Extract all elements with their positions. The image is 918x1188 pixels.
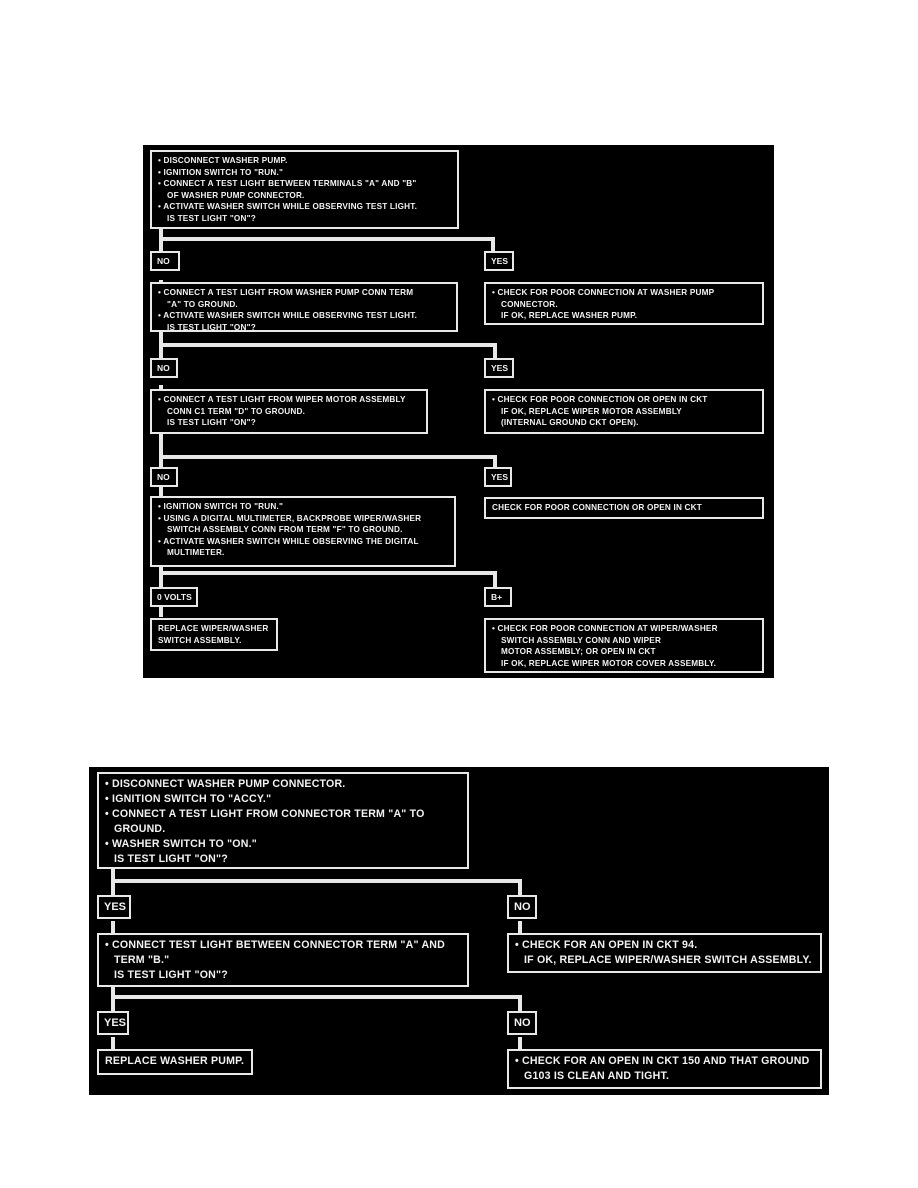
result-bplus-box bbox=[484, 618, 764, 673]
flowchart-1 bbox=[143, 145, 774, 678]
result-line: MOTOR ASSEMBLY; OR OPEN IN CKT bbox=[501, 647, 656, 657]
step-4-line: SWITCH ASSEMBLY CONN FROM TERM "F" TO GROUND. bbox=[167, 525, 403, 535]
step-2-line: • CONNECT A TEST LIGHT FROM WASHER PUMP CONN TERM bbox=[158, 288, 414, 297]
step-4-line: MULTIMETER. bbox=[167, 548, 225, 558]
step-1-line: • IGNITION SWITCH TO "ACCY." bbox=[105, 793, 272, 805]
step-2-box bbox=[150, 282, 458, 332]
step-1-line: • IGNITION SWITCH TO "RUN." bbox=[158, 167, 284, 177]
step-1-line: IS TEST LIGHT "ON"? bbox=[167, 213, 256, 223]
result-line: • CHECK FOR POOR CONNECTION OR OPEN IN CKT bbox=[492, 395, 708, 404]
result-line: IF OK, REPLACE WIPER MOTOR ASSEMBLY bbox=[501, 406, 682, 416]
no-label: NO bbox=[150, 467, 178, 487]
step-1-line: • WASHER SWITCH TO "ON." bbox=[105, 838, 257, 850]
step-2-line: TERM "B." bbox=[114, 954, 170, 966]
yes-label: YES bbox=[484, 251, 514, 271]
step-4-line: • ACTIVATE WASHER SWITCH WHILE OBSERVING THE DIGITAL bbox=[158, 536, 419, 546]
no-label: NO bbox=[507, 1011, 537, 1035]
result-yes-1-box bbox=[484, 282, 764, 325]
result-yes-2-box bbox=[97, 1049, 253, 1075]
step-1-line: OF WASHER PUMP CONNECTOR. bbox=[167, 190, 305, 200]
step-2-line: IS TEST LIGHT "ON"? bbox=[167, 322, 256, 332]
step-4-line: • USING A DIGITAL MULTIMETER, BACKPROBE WIPER/WASHER bbox=[158, 513, 422, 523]
step-3-line: • CONNECT A TEST LIGHT FROM WIPER MOTOR ASSEMBLY bbox=[158, 395, 406, 404]
step-4-line: • IGNITION SWITCH TO "RUN." bbox=[158, 502, 284, 511]
step-1-line: GROUND. bbox=[114, 823, 166, 835]
b-plus-label: B+ bbox=[484, 587, 512, 607]
step-1-line: IS TEST LIGHT "ON"? bbox=[114, 853, 228, 865]
result-yes-2-box bbox=[484, 389, 764, 434]
no-label: NO bbox=[150, 358, 178, 378]
result-line: • CHECK FOR AN OPEN IN CKT 150 AND THAT GROUND bbox=[515, 1055, 810, 1067]
step-1-line: • DISCONNECT WASHER PUMP CONNECTOR. bbox=[105, 778, 346, 790]
result-0volts-box bbox=[150, 618, 278, 651]
step-2-line: "A" TO GROUND. bbox=[167, 299, 238, 309]
step-1-line: • ACTIVATE WASHER SWITCH WHILE OBSERVING TEST LIGHT. bbox=[158, 202, 418, 212]
result-line: • CHECK FOR POOR CONNECTION AT WIPER/WASHER bbox=[492, 624, 718, 633]
step-2-line: • CONNECT TEST LIGHT BETWEEN CONNECTOR TERM "A" AND bbox=[105, 939, 445, 951]
result-line: IF OK, REPLACE WASHER PUMP. bbox=[501, 311, 638, 321]
zero-volts-label: 0 VOLTS bbox=[150, 587, 198, 607]
result-line: (INTERNAL GROUND CKT OPEN). bbox=[501, 418, 639, 428]
step-2-box bbox=[97, 933, 469, 987]
result-line: SWITCH ASSEMBLY CONN AND WIPER bbox=[501, 635, 662, 645]
result-line: REPLACE WIPER/WASHER bbox=[158, 624, 269, 633]
step-2-line: IS TEST LIGHT "ON"? bbox=[114, 969, 228, 981]
no-label: NO bbox=[150, 251, 180, 271]
step-3-line: IS TEST LIGHT "ON"? bbox=[167, 418, 256, 428]
result-no-2-box bbox=[507, 1049, 822, 1089]
result-line: REPLACE WASHER PUMP. bbox=[105, 1055, 245, 1067]
result-line: G103 IS CLEAN AND TIGHT. bbox=[524, 1070, 670, 1082]
result-line: IF OK, REPLACE WIPER/WASHER SWITCH ASSEMBLY. bbox=[524, 954, 812, 966]
step-1-line: • CONNECT A TEST LIGHT FROM CONNECTOR TERM "A" TO bbox=[105, 808, 425, 820]
flowchart-2 bbox=[89, 767, 829, 1095]
yes-label: YES bbox=[484, 467, 512, 487]
step-4-box bbox=[150, 496, 456, 567]
step-1-line: • CONNECT A TEST LIGHT BETWEEN TERMINALS "A" AND "B" bbox=[158, 179, 417, 189]
step-2-line: • ACTIVATE WASHER SWITCH WHILE OBSERVING TEST LIGHT. bbox=[158, 311, 418, 321]
result-no-1-box bbox=[507, 933, 822, 973]
result-yes-3-box bbox=[484, 497, 764, 519]
result-line: SWITCH ASSEMBLY. bbox=[158, 635, 242, 645]
step-3-line: CONN C1 TERM "D" TO GROUND. bbox=[167, 406, 306, 416]
result-line: CHECK FOR POOR CONNECTION OR OPEN IN CKT bbox=[492, 503, 702, 512]
step-1-line: • DISCONNECT WASHER PUMP. bbox=[158, 156, 288, 165]
no-label: NO bbox=[507, 895, 537, 919]
step-3-box bbox=[150, 389, 428, 434]
result-line: CONNECTOR. bbox=[501, 299, 558, 309]
result-line: • CHECK FOR AN OPEN IN CKT 94. bbox=[515, 939, 698, 951]
yes-label: YES bbox=[97, 895, 131, 919]
result-line: • CHECK FOR POOR CONNECTION AT WASHER PUMP bbox=[492, 288, 715, 297]
step-1-box bbox=[97, 772, 469, 869]
result-line: IF OK, REPLACE WIPER MOTOR COVER ASSEMBLY. bbox=[501, 658, 717, 668]
step-1-box bbox=[150, 150, 459, 229]
yes-label: YES bbox=[97, 1011, 129, 1035]
yes-label: YES bbox=[484, 358, 514, 378]
